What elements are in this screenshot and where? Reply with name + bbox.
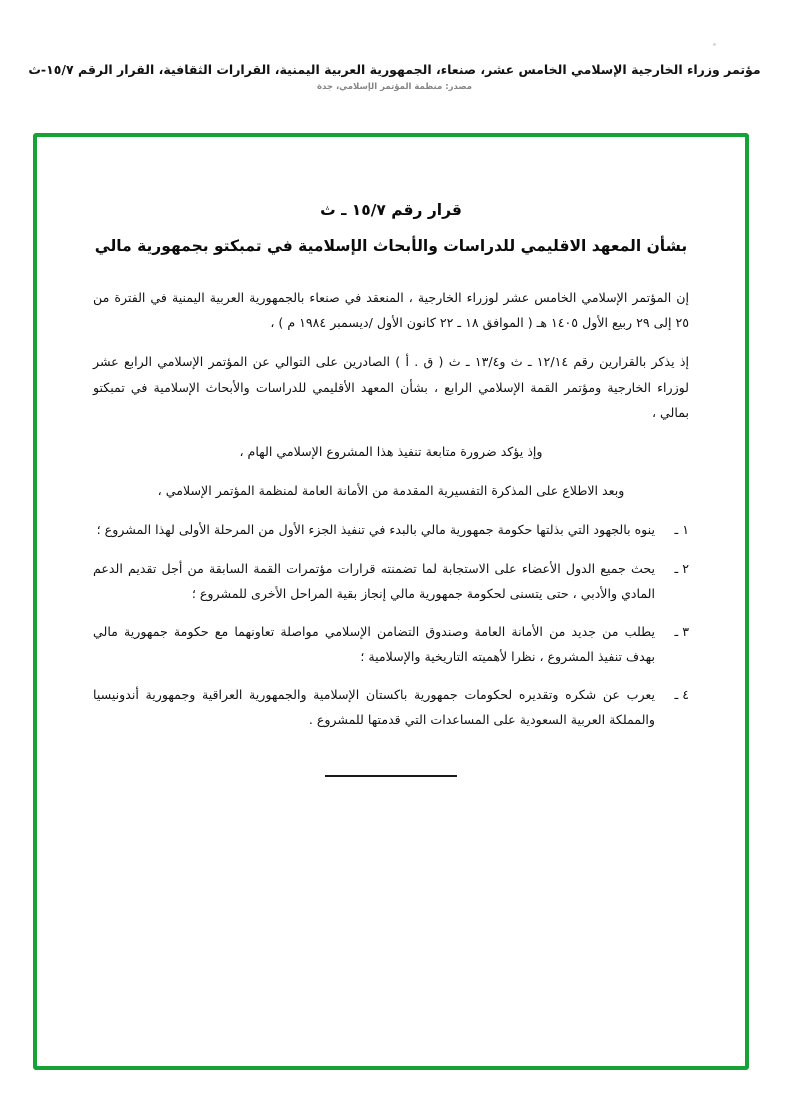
preamble-paragraph-1: إن المؤتمر الإسلامي الخامس عشر لوزراء الخارجية ، المنعقد في صنعاء بالجمهورية العربية اليمنية في الفترة من ٢٥ إلى ٢٩ ربيع الأول ١٤٠٥ هـ ( الموافق ١٨ ـ ٢٢ كانون الأول /ديسمبر ١٩٨٤ م ) ، — [93, 290, 689, 331]
clause-item — [93, 556, 689, 606]
running-header-source: مصدر: منظمة المؤتمر الإسلامي، جدة — [316, 81, 473, 92]
clause-number: ٢ ـ — [674, 560, 689, 576]
scan-speck — [713, 43, 716, 46]
clause-number: ٤ ـ — [674, 687, 689, 703]
clause-number: ٣ ـ — [674, 623, 689, 639]
clause-text: يطلب من جديد من الأمانة العامة وصندوق التضامن الإسلامي مواصلة تعاونهما مع حكومة جمهورية مالي بهدف تنفيذ المشروع ، نظرا لأهميته التاريخية والإسلامية ؛ — [93, 623, 655, 665]
preamble-paragraph-2: إذ يذكر بالقرارين رقم ١٢/١٤ ـ ث و١٣/٤ ـ ث ( ق . أ ) الصادرين على التوالي عن المؤتمر الإسلامي الرابع عشر لوزراء الخارجية ومؤتمر القمة الإسلامي الرابع ، بشأن المعهد الأقليمي للدراسات والأبحاث الإسلامية في تمبكتو بمالي ، — [93, 354, 689, 420]
clause-item — [93, 682, 689, 732]
clause-text: يعرب عن شكره وتقديره لحكومات جمهورية باكستان الإسلامية والجمهورية العراقية وجمهورية أندونيسيا والمملكة العربية السعودية على المساعدات التي قدمتها للمشروع . — [93, 687, 655, 728]
clause-item — [93, 619, 689, 669]
clause-text: ينوه بالجهود التي بذلتها حكومة جمهورية مالي بالبدء في تنفيذ الجزء الأول من المرحلة الأولى لهذا المشروع ؛ — [96, 522, 655, 538]
resolution-number: قرار رقم ١٥/٧ ـ ث — [320, 201, 462, 219]
preamble-paragraph-3: وإذ يؤكد ضرورة متابعة تنفيذ هذا المشروع الإسلامي الهام ، — [239, 443, 543, 459]
end-of-text-rule-wrapper — [93, 775, 689, 777]
preamble-paragraph-4: وبعد الاطلاع على المذكرة التفسيرية المقدمة من الأمانة العامة لمنظمة المؤتمر الإسلامي ، — [157, 483, 625, 499]
clause-text: يحث جميع الدول الأعضاء على الاستجابة لما تضمنته قرارات مؤتمرات القمة السابقة من أجل تقديم الدعم المادي والأدبي ، حتى يتسنى لحكومة جمهورية مالي إنجاز بقية المراحل الأخرى للمشروع ؛ — [93, 560, 655, 601]
running-header-title: مؤتمر وزراء الخارجية الإسلامي الخامس عشر، صنعاء، الجمهورية العربية اليمنية، القرارات الثقافية، القرار الرقم ١٥/٧-ث — [28, 62, 761, 77]
document-body — [37, 137, 745, 1066]
clause-item — [93, 517, 689, 542]
end-of-text-rule — [325, 775, 457, 777]
resolution-title: بشأن المعهد الاقليمي للدراسات والأبحاث الإسلامية في تمبكتو بجمهورية مالي — [94, 237, 688, 255]
running-header — [0, 62, 789, 92]
clause-number: ١ ـ — [674, 522, 689, 538]
green-page-frame — [33, 133, 749, 1070]
